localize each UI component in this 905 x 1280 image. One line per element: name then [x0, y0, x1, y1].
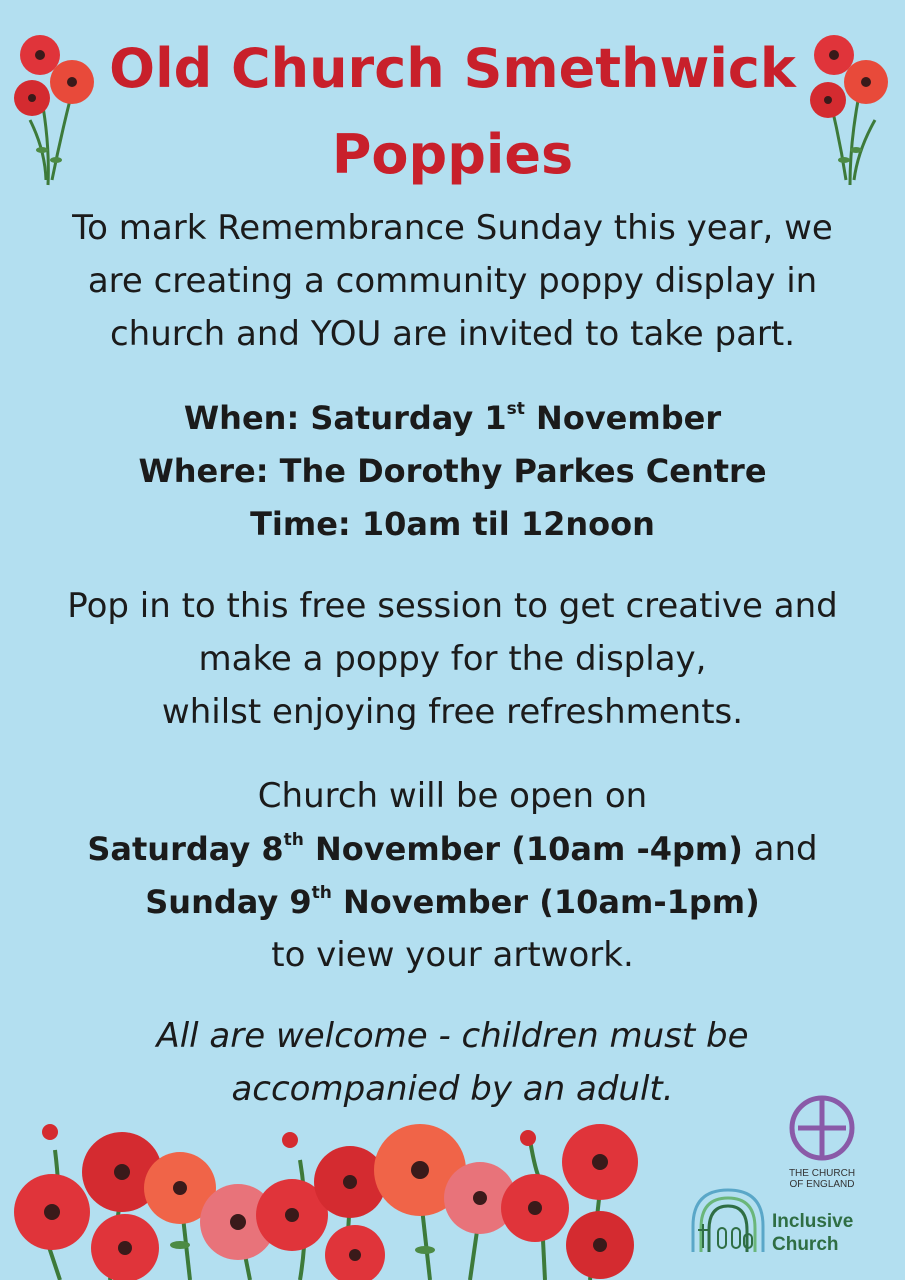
inclusive-church-text — [772, 1210, 853, 1256]
event-details — [0, 392, 905, 551]
session-line: whilst enjoying free refreshments. — [161, 692, 744, 732]
intro-line: church and YOU are invited to take part. — [109, 314, 796, 354]
church-of-england-logo-icon — [786, 1092, 858, 1164]
session-line: Pop in to this free session to get creative and — [67, 586, 838, 626]
coe-line-2: OF ENGLAND — [789, 1179, 855, 1190]
inclusive-church-logo-icon — [688, 1186, 768, 1256]
sunday-line: Sunday 9th November (10am-1pm) — [145, 883, 760, 921]
when-line: When: Saturday 1st November — [183, 399, 722, 437]
church-of-england-logo — [772, 1092, 872, 1190]
opening-times — [0, 770, 905, 982]
coe-line-1: THE CHURCH — [788, 1168, 856, 1179]
title-line-2: Poppies — [331, 123, 574, 186]
welcome-line: All are welcome - children must be — [156, 1016, 749, 1056]
welcome-note — [0, 1010, 905, 1116]
view-line: to view your artwork. — [271, 935, 634, 975]
welcome-line: accompanied by an adult. — [231, 1069, 674, 1109]
intro-paragraph — [0, 202, 905, 361]
session-line: make a poppy for the display, — [198, 639, 707, 679]
saturday-line: Saturday 8th November (10am -4pm) and — [87, 829, 818, 869]
intro-line: are creating a community poppy display in — [87, 261, 818, 301]
intro-line: To mark Remembrance Sunday this year, we — [72, 208, 833, 248]
time-line: Time: 10am til 12noon — [250, 505, 655, 543]
inclusive-church-logo — [688, 1186, 878, 1256]
bottom-poppies — [0, 1120, 680, 1280]
where-line: Where: The Dorothy Parkes Centre — [138, 452, 767, 490]
session-paragraph — [0, 580, 905, 739]
inclusive-line-2: Church — [772, 1234, 839, 1255]
title-line-1: Old Church Smethwick — [109, 37, 796, 100]
inclusive-line-1: Inclusive — [772, 1211, 854, 1232]
open-intro-line: Church will be open on — [257, 776, 648, 816]
